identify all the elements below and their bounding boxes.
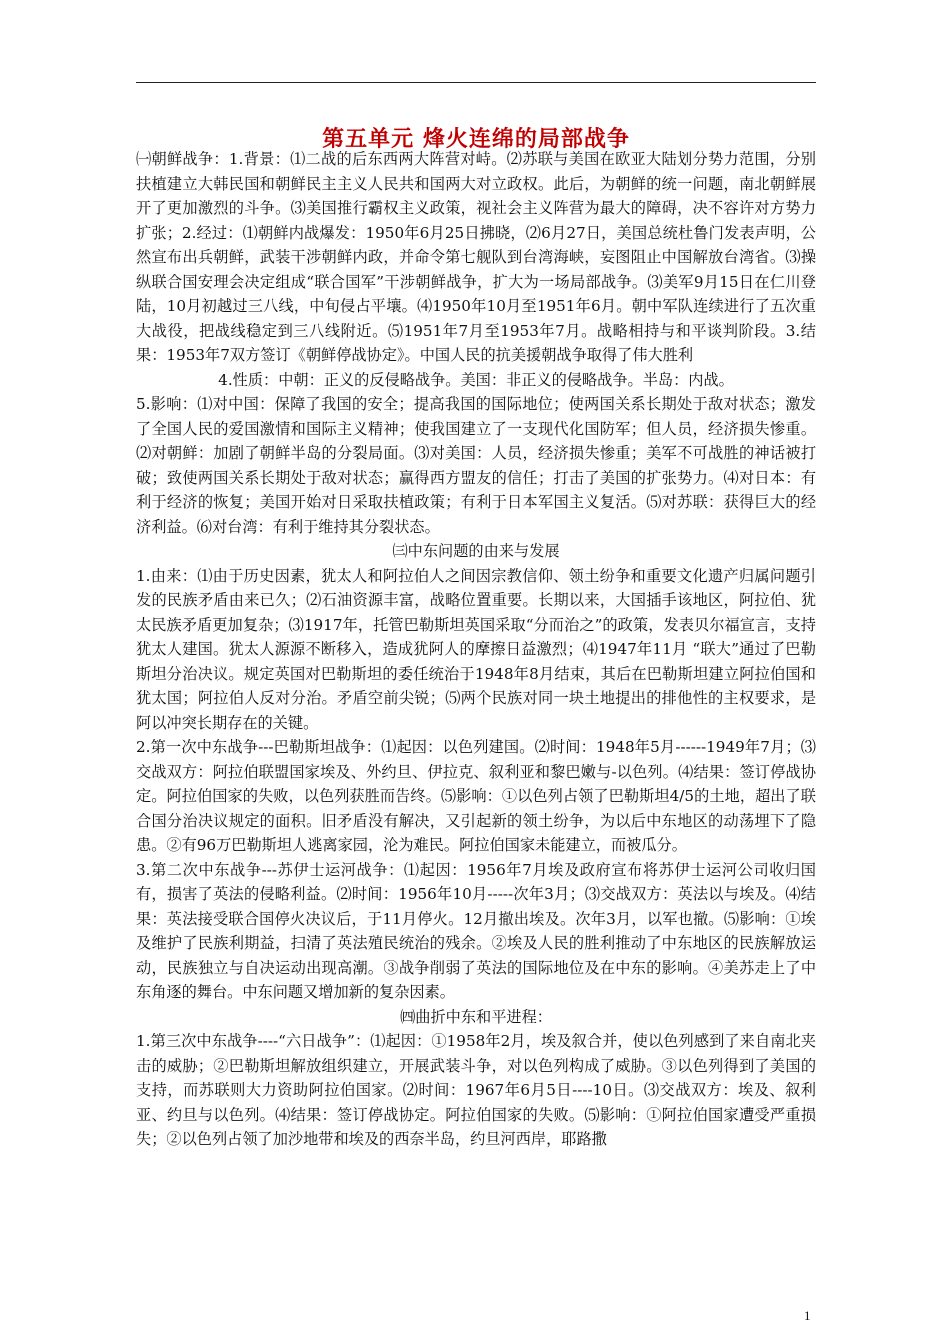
section-heading-peace-process: ㈣曲折中东和平进程： [400,1007,552,1026]
page-title: 第五单元 烽火连绵的局部战争 [322,126,630,152]
paragraph-second-war: 3.第二次中东战争---苏伊士运河战争：⑴起因：1956年7月埃及政府宣布将苏伊士运河公司收归国有，损害了英法的侵略利益。⑵时间：1956年10月-----次年3月；⑶交战双方：英法以与埃及。⑷结果：英法接受联合国停火决议后，于11月停火。12月撤出埃及。次年3月，以军也撤。⑸影响：①埃及维护了民族利期益，扫清了英法殖民统治的残余。②埃及人民的胜利推动了中东地区的民族解放运动，民族独立与自决运动出现高潮。③战争削弱了英法的国际地位及在中东的影响。④美苏走上了中东角逐的舞台。中东问题又增加新的复杂因素。 [136,860,816,1001]
paragraph-third-war: 1.第三次中东战争----“六日战争”：⑴起因：①1958年2月，埃及叙合并，使以色列感到了来自南北夹击的威胁；②巴勒斯坦解放组织建立，开展武装斗争，对以色列构成了威胁。③以色列得到了美国的支持，而苏联则大力资助阿拉伯国家。⑵时间：1967年6月5日----10日。⑶交战双方：埃及、叙利亚、约旦与以色列。⑷结果：签订停战协定。阿拉伯国家的失败。⑸影响：①阿拉伯国家遭受严重损失；②以色列占领了加沙地带和埃及的西奈半岛，约旦河西岸，耶路撒 [136,1032,816,1148]
header-rule [136,82,816,83]
document-body [136,147,816,1152]
paragraph-impact: 5.影响：⑴对中国：保障了我国的安全；提高我国的国际地位；使两国关系长期处于敌对状态；激发了全国人民的爱国激情和国际主义精神；使我国建立了一支现代化国防军；但人员，经济损失惨重。⑵对朝鲜：加剧了朝鲜半岛的分裂局面。⑶对美国：人员，经济损失惨重；美军不可战胜的神话被打破；致使两国关系长期处于敌对状态；赢得西方盟友的信任；打击了美国的扩张势力。⑷对日本：有利于经济的恢复；美国开始对日采取扶植政策；有利于日本军国主义复活。⑸对苏联：获得巨大的经济利益。⑹对台湾：有利于维持其分裂状态。 [136,395,816,536]
paragraph-nature: 4.性质：中朝：正义的反侵略战争。美国：非正义的侵略战争。半岛：内战。 [218,370,734,389]
section-heading-middle-east: ㈢中东问题的由来与发展 [392,542,560,560]
paragraph-korean-war: ㈠朝鲜战争：1.背景：⑴二战的后东西两大阵营对峙。⑵苏联与美国在欧亚大陆划分势力范围，分别扶植建立大韩民国和朝鲜民主主义人民共和国两大对立政权。此后，为朝鲜的统一问题，南北朝鲜展开了更加激烈的斗争。⑶美国推行霸权主义政策，视社会主义阵营为最大的障碍，决不容许对方势力扩张；2.经过：⑴朝鲜内战爆发：1950年6月25日拂晓，⑵6月27日，美国总统杜鲁门发表声明，公然宣布出兵朝鲜，武装干涉朝鲜内政，并命令第七舰队到台湾海峡，妄图阻止中国解放台湾省。⑶操纵联合国安理会决定组成“联合国军”干涉朝鲜战争，扩大为一场局部战争。⑶美军9月15日在仁川登陆，10月初越过三八线，中旬侵占平壤。⑷1950年10月至1951年6月。朝中军队连续进行了五次重大战役，把战线稳定到三八线附近。⑸1951年7月至1953年7月。战略相持与和平谈判阶段。3.结果：1953年7双方签订《朝鲜停战协定》。中国人民的抗美援朝战争取得了伟大胜利 [136,150,816,364]
paragraph-first-war: 2.第一次中东战争---巴勒斯坦战争：⑴起因：以色列建国。⑵时间：1948年5月------1949年7月；⑶交战双方：阿拉伯联盟国家埃及、外约旦、伊拉克、叙利亚和黎巴嫩与-以色列。⑷结果：签订停战协定。阿拉伯国家的失败，以色列获胜而告终。⑸影响：①以色列占领了巴勒斯坦4/5的土地，超出了联合国分治决议规定的面积。旧矛盾没有解决，又引起新的领土纷争，为以后中东地区的动荡埋下了隐患。②有96万巴勒斯坦人逃离家园，沦为难民。阿拉伯国家未能建立，而被瓜分。 [136,738,816,854]
page-number: 1 [804,1308,811,1323]
paragraph-origin: 1.由来：⑴由于历史因素，犹太人和阿拉伯人之间因宗教信仰、领土纷争和重要文化遗产归属问题引发的民族矛盾由来已久；⑵石油资源丰富，战略位置重要。长期以来，大国插手该地区，阿拉伯、犹太民族矛盾更加复杂；⑶1917年，托管巴勒斯坦英国采取“分而治之”的政策，发表贝尔福宣言，支持犹太人建国。犹太人源源不断移入，造成犹阿人的摩擦日益激烈；⑷1947年11月 “联大”通过了巴勒斯坦分治决议。规定英国对巴勒斯坦的委任统治于1948年8月结束，其后在巴勒斯坦建立阿拉伯国和犹太国；阿拉伯人反对分治。矛盾空前尖锐；⑸两个民族对同一块土地提出的排他性的主权要求，是阿以冲突长期存在的关键。 [136,566,816,732]
